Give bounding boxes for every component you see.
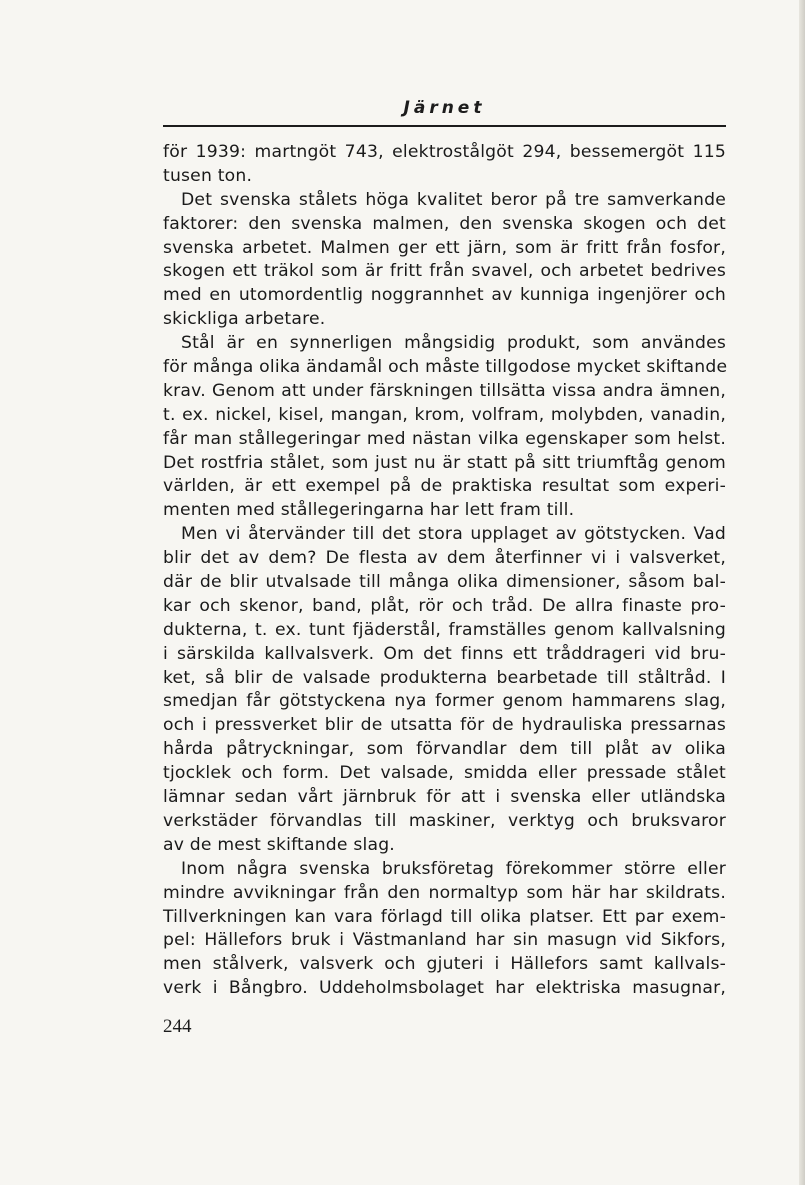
text-line: pel: Hällefors bruk i Västmanland har sin masugn vid Sikfors, — [163, 930, 726, 951]
text-line: Stål är en synnerligen mångsidig produkt, som användes — [181, 333, 726, 354]
body-text — [163, 141, 726, 1001]
text-line: får man stållegeringar med nästan vilka egenskaper som helst. — [163, 428, 726, 449]
page-number: 244 — [163, 1016, 192, 1037]
text-line: i särskilda kallvalsverk. Om det finns ett tråddrageri vid bru- — [163, 643, 726, 664]
text-line: smedjan får götstyckena nya former genom hammarens slag, — [163, 691, 726, 712]
text-line: med en utomordentlig noggrannhet av kunniga ingenjörer och — [163, 285, 726, 306]
text-line: skickliga arbetare. — [163, 309, 326, 330]
text-line: ket, så blir de valsade produkterna bearbetade till ståltråd. I — [163, 667, 726, 688]
text-line: Det svenska stålets höga kvalitet beror på tre samverkande — [181, 189, 726, 210]
text-line: och i pressverket blir de utsatta för de hydrauliska pressarnas — [163, 715, 726, 736]
text-line: där de blir utvalsade till många olika dimensioner, såsom bal- — [163, 572, 726, 593]
text-line: men stålverk, valsverk och gjuteri i Hällefors samt kallvals- — [163, 954, 726, 975]
text-line: Men vi återvänder till det stora upplaget av götstycken. Vad — [181, 524, 726, 545]
text-line: lämnar sedan vårt järnbruk för att i svenska eller utländska — [163, 787, 726, 808]
text-line: kar och skenor, band, plåt, rör och tråd. De allra finaste pro- — [163, 595, 726, 616]
text-line: för 1939: martngöt 743, elektrostålgöt 294, bessemergöt 115 — [163, 142, 726, 162]
text-line: Det rostfria stålet, som just nu är statt på sitt triumftåg genom — [163, 452, 726, 473]
page-edge — [799, 0, 805, 1185]
text-line: tjocklek och form. Det valsade, smidda eller pressade stålet — [163, 763, 726, 784]
text-line: dukterna, t. ex. tunt fjäderstål, framställes genom kallvalsning — [163, 619, 726, 640]
text-line: Inom några svenska bruksföretag förekommer större eller — [181, 858, 726, 879]
text-line: av de mest skiftande slag. — [163, 834, 395, 855]
text-line: menten med stållegeringarna har lett fram till. — [163, 500, 575, 521]
header-rule — [163, 125, 726, 127]
text-line: t. ex. nickel, kisel, mangan, krom, volfram, molybden, vanadin, — [163, 404, 726, 425]
text-line: världen, är ett exempel på de praktiska resultat som experi- — [163, 476, 726, 497]
text-line: blir det av dem? De flesta av dem återfinner vi i valsverket, — [163, 548, 726, 569]
text-line: krav. Genom att under färskningen tillsätta vissa andra ämnen, — [163, 380, 726, 401]
text-line: tusen ton. — [163, 165, 253, 186]
text-line: verk i Bångbro. Uddeholmsbolaget har elektriska masugnar, — [163, 978, 726, 999]
text-line: faktorer: den svenska malmen, den svenska skogen och det — [163, 213, 726, 234]
text-line: Tillverkningen kan vara förlagd till olika platser. Ett par exem- — [163, 906, 726, 927]
running-title: Järnet — [403, 98, 486, 118]
text-line: svenska arbetet. Malmen ger ett järn, som är fritt från fosfor, — [163, 237, 726, 258]
text-line: hårda påtryckningar, som förvandlar dem till plåt av olika — [163, 739, 726, 760]
text-line: verkstäder förvandlas till maskiner, verktyg och bruksvaror — [163, 810, 726, 831]
text-line: för många olika ändamål och måste tillgodose mycket skiftande — [163, 357, 728, 378]
text-line: skogen ett träkol som är fritt från svavel, och arbetet bedrives — [163, 261, 726, 282]
text-line: mindre avvikningar från den normaltyp som här har skildrats. — [163, 882, 726, 903]
